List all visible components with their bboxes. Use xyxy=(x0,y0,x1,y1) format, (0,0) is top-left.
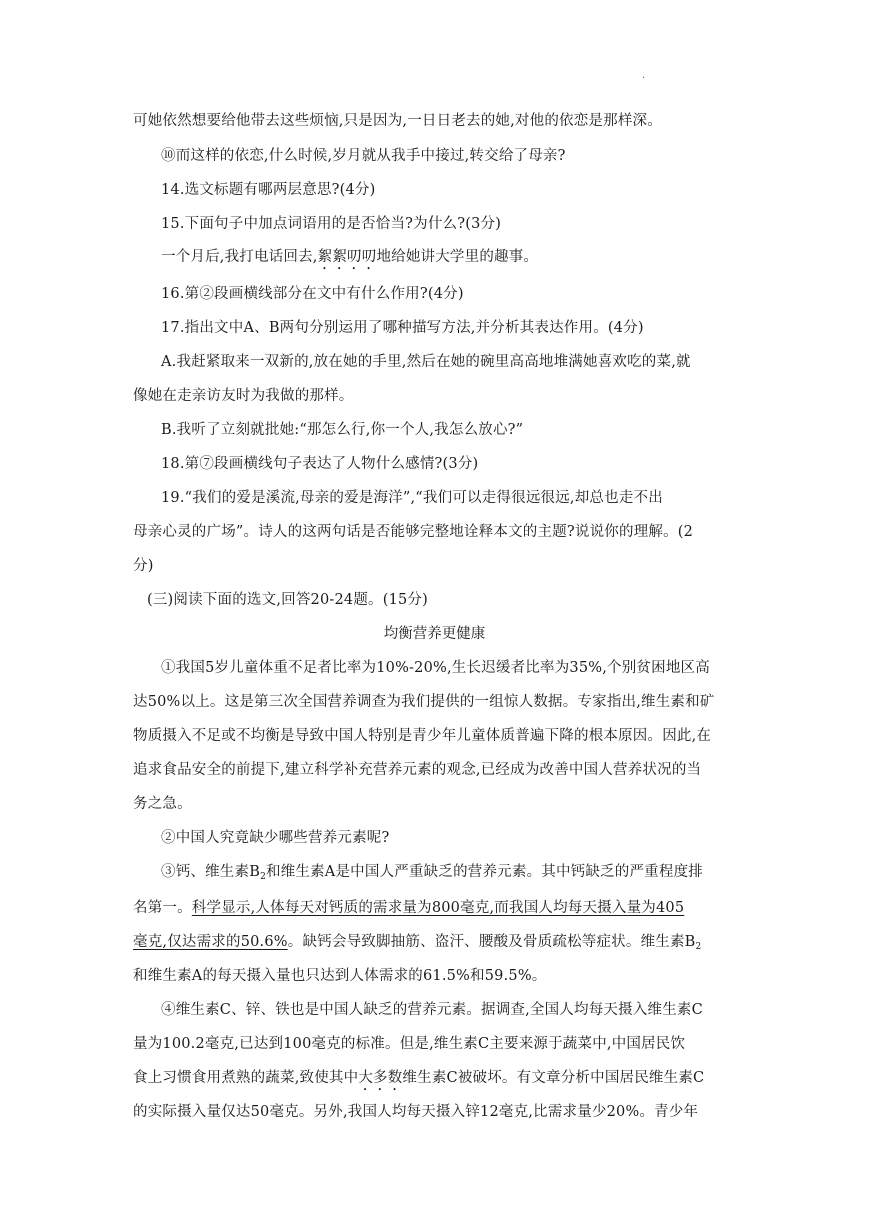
question-15-sentence xyxy=(161,247,538,273)
question-18: 18.第⑦段画横线句子表达了人物什么感情?(3分) xyxy=(161,456,479,472)
sentence-b: B.我听了立刻就批她:“那怎么行,你一个人,我怎么放心?” xyxy=(161,422,524,438)
underlined-sentence: 科学显示,人体每天对钙质的需求量为800毫克,而我国人均每天摄入量为405 xyxy=(191,900,685,916)
question-14: 14.选文标题有哪两层意思?(4分) xyxy=(161,182,376,198)
text-segment: 食上习惯食用煮熟的蔬菜,致使其中 xyxy=(133,1070,359,1086)
paragraph-1-line1: ①我国5岁儿童体重不足者比率为10%-20%,生长迟缓者比率为35%,个别贫困地区高 xyxy=(161,660,710,676)
paragraph-4-line4: 的实际摄入量仅达50毫克。另外,我国人均每天摄入锌12毫克,比需求量少20%。青少年 xyxy=(133,1104,699,1120)
paragraph-3-line3 xyxy=(133,932,701,957)
text-segment: ③钙、维生素B xyxy=(161,864,261,880)
dotted-word: 絮絮叨叨 xyxy=(317,249,377,265)
text-line: 可她依然想要给他带去这些烦恼,只是因为,一日日老去的她,对他的依恋是那样深。 xyxy=(133,113,662,129)
question-19-line1: 19.“我们的爱是溪流,母亲的爱是海洋”,“我们可以走得很远很远,却总也走不出 xyxy=(161,490,663,506)
paragraph-10: ⑩而这样的依恋,什么时候,岁月就从我手中接过,转交给了母亲? xyxy=(161,148,566,164)
paragraph-4-line1: ④维生素C、锌、铁也是中国人缺乏的营养元素。据调查,全国人均每天摄入维生素C xyxy=(161,1002,703,1018)
sentence-end: 地给她讲大学里的趣事。 xyxy=(376,249,539,265)
paragraph-3-line2 xyxy=(133,898,684,918)
paragraph-1-line5: 务之急。 xyxy=(133,796,192,812)
paragraph-1-line2: 达50%以上。这是第三次全国营养调查为我们提供的一组惊人数据。专家指出,维生素和矿 xyxy=(133,694,715,710)
underlined-sentence: 毫克,仅达需求的50.6% xyxy=(133,934,288,950)
paragraph-2: ②中国人究竟缺少哪些营养元素呢? xyxy=(161,830,390,846)
question-16: 16.第②段画横线部分在文中有什么作用?(4分) xyxy=(161,286,464,302)
sentence-a-line1: A.我赶紧取来一双新的,放在她的手里,然后在她的碗里高高地堆满她喜欢吃的菜,就 xyxy=(161,354,691,370)
question-17: 17.指出文中A、B两句分别运用了哪种描写方法,并分析其表达作用。(4分) xyxy=(161,320,644,336)
page-dot: . xyxy=(642,70,646,81)
sentence-a-line2: 像她在走亲访友时为我做的那样。 xyxy=(133,388,354,404)
paragraph-1-line4: 追求食品安全的前提下,建立科学补充营养元素的观念,已经成为改善中国人营养状况的当 xyxy=(133,762,702,778)
paragraph-4-line3 xyxy=(133,1068,704,1094)
dotted-word: 大多数 xyxy=(358,1070,403,1086)
text-segment: 维生素C被破坏。有文章分析中国居民维生素C xyxy=(402,1070,705,1086)
paragraph-3-line4: 和维生素A的每天摄入量也只达到人体需求的61.5%和59.5%。 xyxy=(133,968,547,984)
question-19-line3: 分) xyxy=(133,558,154,574)
text-segment: 和维生素A是中国人严重缺乏的营养元素。其中钙缺乏的严重程度排 xyxy=(266,864,703,880)
text-segment: 名第一。 xyxy=(133,900,192,916)
section-3-heading: (三)阅读下面的选文,回答20-24题。(15分) xyxy=(147,592,428,608)
question-15: 15.下面句子中加点词语用的是否恰当?为什么?(3分) xyxy=(161,216,502,232)
subscript: 2 xyxy=(695,942,702,952)
sentence-start: 一个月后,我打电话回去, xyxy=(161,249,318,265)
paragraph-4-line2: 量为100.2毫克,已达到100毫克的标准。但是,维生素C主要来源于蔬菜中,中国居民饮 xyxy=(133,1036,686,1052)
subscript: 2 xyxy=(260,872,266,882)
text-segment: 。缺钙会导致脚抽筋、盗汗、腰酸及骨质疏松等症状。维生素B xyxy=(287,934,696,950)
paragraph-1-line3: 物质摄入不足或不均衡是导致中国人特别是青少年儿童体质普遍下降的根本原因。因此,在 xyxy=(133,728,712,744)
article-title: 均衡营养更健康 xyxy=(383,626,486,642)
paragraph-3-line1 xyxy=(161,862,703,887)
question-19-line2: 母亲心灵的广场”。诗人的这两句话是否能够完整地诠释本文的主题?说说你的理解。(2 xyxy=(133,524,694,540)
